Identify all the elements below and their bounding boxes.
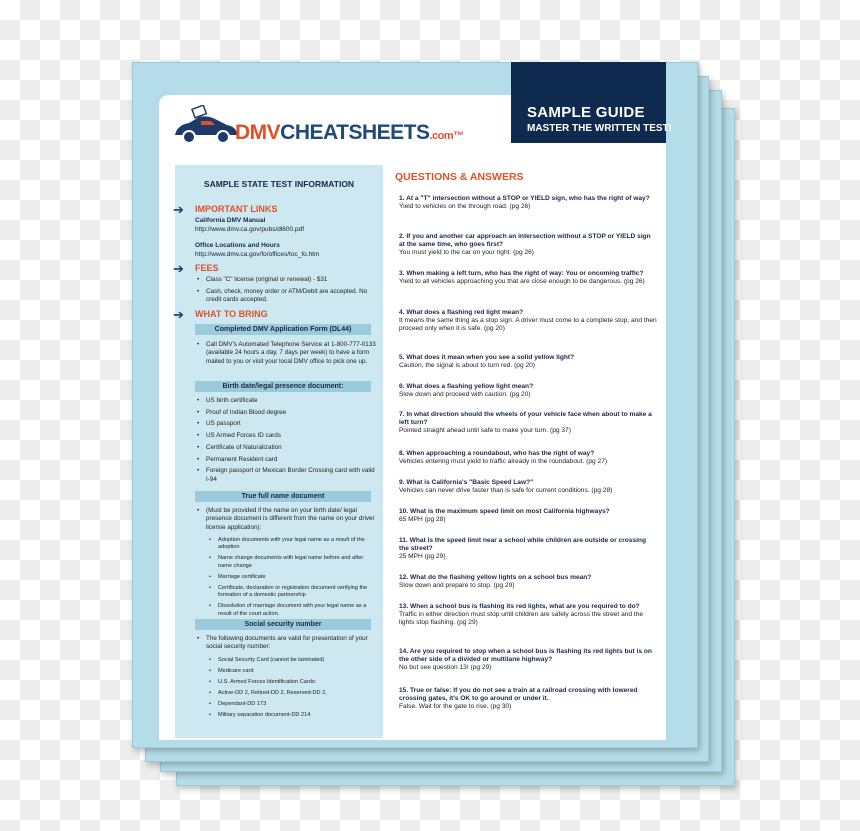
name-docs-list [197,507,377,536]
banner-title: SAMPLE GUIDE [527,104,645,121]
qa-item: 6. What does a flashing yellow light mean? Slow down and proceed with caution. (pg 20) [399,383,534,399]
qa-heading: QUESTIONS & ANSWERS [395,171,524,183]
qa-item: 9. What is California's "Basic Speed Law?" Vehicles can never drive faster than is safe for current conditions. (pg 28) [399,479,613,495]
list-item: • Foreign passport or Mexican Border Crossing card with valid I-94 [197,467,377,484]
qa-item: 10. What is the maximum speed limit on most California highways? 65 MPH (pg 28) [399,508,610,524]
qa-item: 1. At a "T" intersection without a STOP or YIELD sign, who has the right of way? Yield to vehicles on the through road. (pg 26) [399,195,650,211]
qa-item: 12. What do the flashing yellow lights on a school bus mean? Slow down and prepare to stop. (pg 29) [399,574,592,590]
qa-item: 2. If you and another car approach an intersection without a STOP or YIELD sign at the same time, who goes first? You must yield to the car on your right. (pg 26) [399,233,651,257]
document-page [159,95,666,740]
qa-item: 7. In what direction should the wheels of your vehicle face when about to make a left turn? Pointed straight ahead until safe to make your turn. (pg 37) [399,411,652,435]
arrow-right-icon: ➔ [173,202,184,217]
section-bar: Social security number [195,619,371,630]
list-item: • Dissolution of marriage document with your legal name as a result of the court action. [209,603,373,618]
list-item: • Cash, check, money order or ATM/Debit are accepted. No credit cards accepted. [197,288,377,305]
list-item: • Certificate of Naturalization [197,444,377,452]
qa-item: 15. True or false: If you do not see a train at a railroad crossing with lowered crossing gates, it's OK to go around or under it. False. Wait for the gate to rise. (pg 30) [399,687,638,711]
logo-wordmark: DMVCHEATSHEETS.com™ [235,121,464,144]
ssn-docs-sublist [209,657,373,723]
name-docs-sublist [209,537,373,622]
offices-link[interactable]: Office Locations and Hours http://www.dmv.ca.gov/fo/offices/toc_fo.htm [195,242,320,258]
what-to-bring-heading: WHAT TO BRING [195,309,268,319]
list-item: • The following documents are valid for presentation of your social security number: [197,635,377,652]
qa-item: 14. Are you required to stop when a school bus is flashing its red lights but is on the other side of a divided or multilane highway? No but see question 13! (pg 29) [399,648,652,672]
list-item: • Call DMV's Automated Telephone Service at 1-800-777-0133 (available 24 hours a day, 7 days per week) to have a form mailed to you or visit your local DMV office to pick one up. [197,341,377,366]
qa-item: 3. When making a left turn, who has the right of way: You or oncoming traffic? Yield to all vehicles approaching you that are close enough to be dangerous. (pg 26) [399,270,645,286]
list-item: • U.S. Armed Forces Identification Cards: [209,679,373,686]
qa-item: 13. When a school bus is flashing its red lights, what are you required to do? Traffic in either direction must stop until children are safely across the street and the lights stop flashing. (pg 29) [399,603,644,627]
fees-heading: FEES [195,263,219,273]
list-item: • Medicare card [209,668,373,675]
manual-link[interactable]: California DMV Manual http://www.dmv.ca.gov/pubs/dl600.pdf [195,217,304,233]
important-links-heading: IMPORTANT LINKS [195,204,278,214]
form-list [197,341,377,370]
qa-item: 11. What is the speed limit near a school while children are outside or crossing the street? 25 MPH (pg 29) [399,537,646,561]
qa-item: 8. When approaching a roundabout, who has the right of way? Vehicles entering must yield to traffic already in the roundabout. (pg 27) [399,450,608,466]
birth-docs-list [197,397,377,487]
list-item: • Proof of Indian Blood degree [197,409,377,417]
list-item: • Adoption documents with your legal name as a result of the adoption [209,537,373,552]
section-bar: Completed DMV Application Form (DL44) [195,324,371,335]
list-item: • Name change documents with legal name before and after name change [209,555,373,570]
car-logo-icon [171,105,241,145]
list-item: • Class "C" license (original or renewal) - $31 [197,276,377,284]
arrow-right-icon: ➔ [173,261,184,276]
list-item: • Social Security Card (cannot be laminated) [209,657,373,664]
qa-item: 5. What does it mean when you see a solid yellow light? Caution, the signal is about to turn red. (pg 20) [399,354,575,370]
list-item: • Certificate, declaration or registration document verifying the formation of a domestic partnership [209,585,373,600]
dmvcheatsheets-logo [171,105,511,145]
state-info-panel [175,165,383,738]
ssn-docs-list [197,635,377,655]
list-item: • (Must be provided if the name on your birth date/ legal presence document is different from the name on your driver license application): [197,507,377,532]
arrow-right-icon: ➔ [173,307,184,322]
list-item: • US birth certificate [197,397,377,405]
section-bar: Birth date/legal presence document: [195,381,371,392]
list-item: • Active-DD 2, Retired-DD 2, Reserved-DD 2, [209,690,373,697]
qa-item: 4. What does a flashing red light mean? It means the same thing as a stop sign. A driver must come to a complete stop, and then proceed only when it is safe. (pg 20) [399,309,657,333]
section-bar: True full name document [195,491,371,502]
sample-guide-banner [511,62,672,143]
list-item: • Marriage certificate [209,574,373,581]
list-item: • Dependant-DD 173 [209,701,373,708]
banner-subtitle: MASTER THE WRITTEN TEST! [527,123,672,134]
list-item: • Military separation document-DD 214 [209,712,373,719]
list-item: • US Armed Forces ID cards [197,432,377,440]
list-item: • US passport [197,420,377,428]
list-item: • Permanent Resident card [197,456,377,464]
fees-list [197,276,377,308]
panel-title: SAMPLE STATE TEST INFORMATION [203,179,355,189]
